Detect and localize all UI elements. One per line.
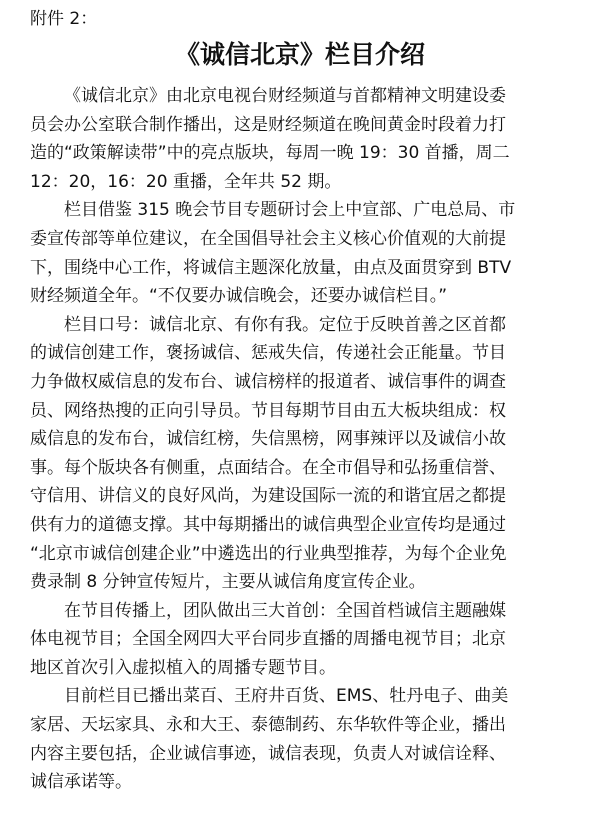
paragraph-line: 威信息的发布台，诚信红榜，失信黑榜，网事辣评以及诚信小故 [30,429,506,450]
paragraph-line: 财经频道全年。“不仅要办诚信晚会，还要办诚信栏目。” [30,286,448,307]
paragraph-line: 栏目借鉴 315 晚会节目专题研讨会上中宣部、广电总局、市 [64,200,516,221]
paragraph [30,311,570,597]
paragraph-line: 费录制 8 分钟宣传短片，主要从诚信角度宣传企业。 [30,572,426,593]
paragraph-line: 地区首次引入虚拟植入的周播专题节目。 [30,657,336,678]
paragraph [30,82,570,196]
paragraph-line: 栏目口号：诚信北京、有你有我。定位于反映首善之区首都 [64,314,506,335]
paragraph-line: 委宣传部等单位建议，在全国倡导社会主义核心价值观的大前提 [30,228,506,249]
paragraph [30,597,570,683]
paragraph-line: 在节目传播上，团队做出三大首创：全国首档诚信主题融媒 [64,600,506,621]
paragraph-line: 供有力的道德支撑。其中每期播出的诚信典型企业宣传均是通过 [30,514,506,535]
paragraph-line: 12：20，16：20 重播，全年共 52 期。 [30,171,342,192]
paragraph-line: 力争做权威信息的发布台、诚信榜样的报道者、诚信事件的调查 [30,371,506,392]
paragraph-line: 的诚信创建工作，褒扬诚信、惩戒失信，传递社会正能量。节目 [30,343,506,364]
paragraph-line: 目前栏目已播出菜百、王府井百货、EMS、牡丹电子、曲美 [64,686,509,707]
paragraph-line: 家居、天坛家具、永和大王、泰德制药、东华软件等企业，播出 [30,715,506,736]
document-title: 《诚信北京》栏目介绍 [174,40,425,69]
paragraph-line: 守信用、讲信义的良好风尚，为建设国际一流的和谐宜居之都提 [30,486,506,507]
paragraph-line: 员会办公室联合制作播出，这是财经频道在晚间黄金时段着力打 [30,114,506,135]
attachment-label: 附件 2： [30,9,98,29]
paragraph [30,682,570,796]
paragraph-line: 内容主要包括，企业诚信事迹，诚信表现，负责人对诚信诠释、 [30,743,506,764]
paragraph-line: 员、网络热搜的正向引导员。节目每期节目由五大板块组成：权 [30,400,506,421]
paragraph-line: “北京市诚信创建企业”中遴选出的行业典型推荐，为每个企业免 [30,543,507,564]
paragraph-line: 下，围绕中心工作，将诚信主题深化放量，由点及面贯穿到 BTV [30,257,512,278]
paragraph-line: 事。每个版块各有侧重，点面结合。在全市倡导和弘扬重信誉、 [30,457,506,478]
paragraph-line: 体电视节目；全国全网四大平台同步直播的周播电视节目；北京 [30,629,506,650]
paragraph-line: 造的“政策解读带”中的亮点版块，每周一晚 19：30 首播，周二 [30,143,510,164]
paragraph-line: 诚信承诺等。 [30,772,132,793]
paragraph [30,196,570,310]
document-body [30,82,570,797]
paragraph-line: 《诚信北京》由北京电视台财经频道与首都精神文明建设委 [64,86,506,106]
